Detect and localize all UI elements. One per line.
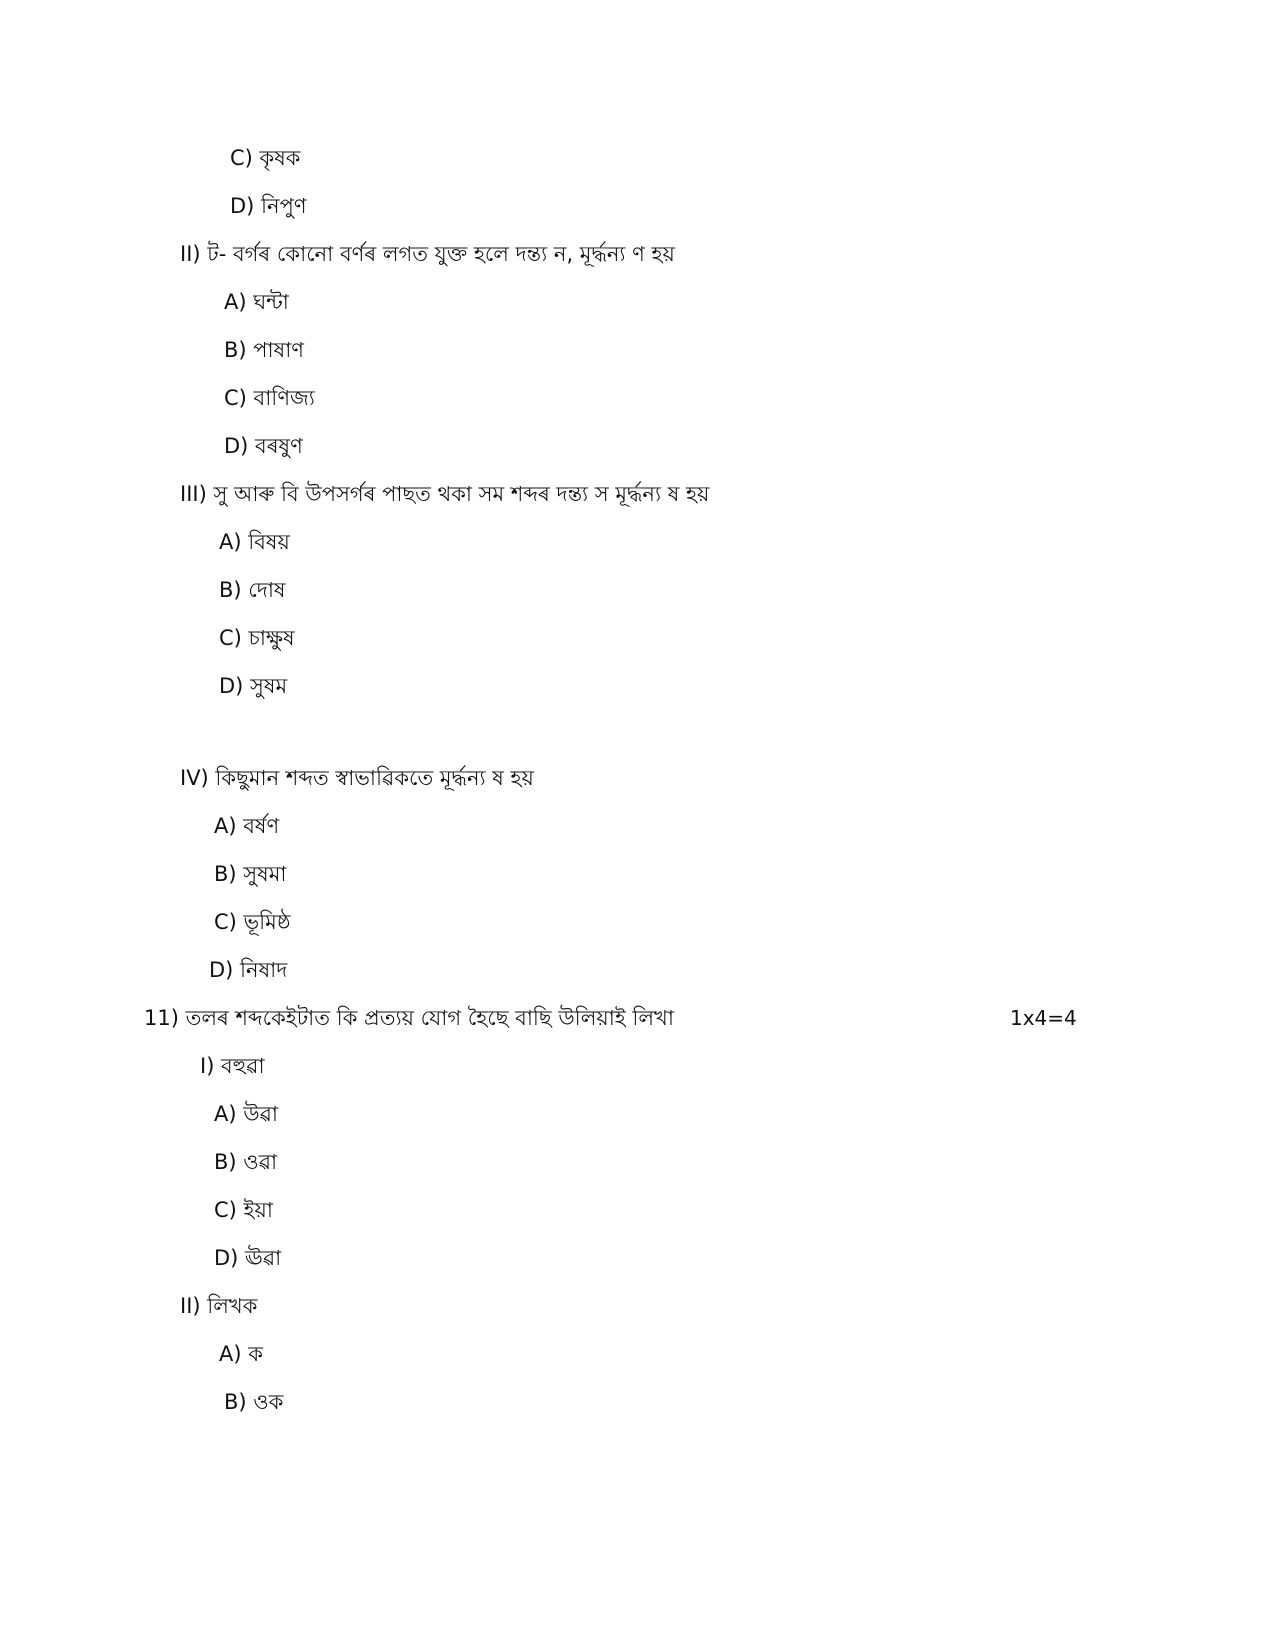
option-b-dosh: B) দোষ (219, 578, 286, 602)
option-c-bhumishtha: C) ভূমিষ্ঠ (214, 910, 291, 934)
option-a-bishay: A) বিষয় (219, 530, 290, 554)
option-d-uuwa: D) ঊৱা (214, 1246, 282, 1270)
option-b-oka: B) ওক (224, 1390, 284, 1414)
option-a-ghanta: A) ঘন্টা (224, 290, 289, 314)
option-a-uwa: A) উৱা (214, 1102, 278, 1126)
option-d-nipun: D) নিপুণ (230, 194, 307, 218)
option-b-owa: B) ওৱা (214, 1150, 278, 1174)
option-d-nishad: D) নিষাদ (209, 958, 288, 982)
option-d-susham: D) সুষম (219, 674, 288, 698)
option-d-barashun: D) বৰষুণ (224, 434, 303, 458)
marks-allocation: 1x4=4 (1010, 1006, 1077, 1030)
subquestion-i-bahuwa: I) বহুৱা (200, 1054, 265, 1078)
option-c-krishak: C) কৃষক (230, 146, 301, 170)
option-c-iya: C) ইয়া (214, 1198, 273, 1222)
option-b-sushama: B) সুষমা (214, 862, 287, 886)
option-c-banijya: C) বাণিজ্য (224, 386, 315, 410)
question-ii-ta-varga: II) ট- বৰ্গৰ কোনো বৰ্ণৰ লগত যুক্ত হলে দন্ত্য ন, মূৰ্দ্ধন্য ণ হয় (180, 242, 675, 266)
question-iv-kichuman-shabda: IV) কিছুমান শব্দত স্বাভাৱিকতে মূৰ্দ্ধন্য ষ হয় (180, 766, 534, 790)
option-a-ka: A) ক (219, 1342, 263, 1366)
option-a-barshan: A) বৰ্ষণ (214, 814, 280, 838)
question-11-pratyay: 11) তলৰ শব্দকেইটাত কি প্ৰত্যয় যোগ হৈছে বাছি উলিয়াই লিখা (144, 1006, 674, 1030)
question-iii-su-bi-upasarga: III) সু আৰু বি উপসৰ্গৰ পাছত থকা সম শব্দৰ দন্ত্য স মূৰ্দ্ধন্য ষ হয় (180, 482, 710, 506)
option-b-pashan: B) পাষাণ (224, 338, 304, 362)
option-c-chakshush: C) চাক্ষুষ (219, 626, 295, 650)
subquestion-ii-likhak: II) লিখক (180, 1294, 258, 1318)
